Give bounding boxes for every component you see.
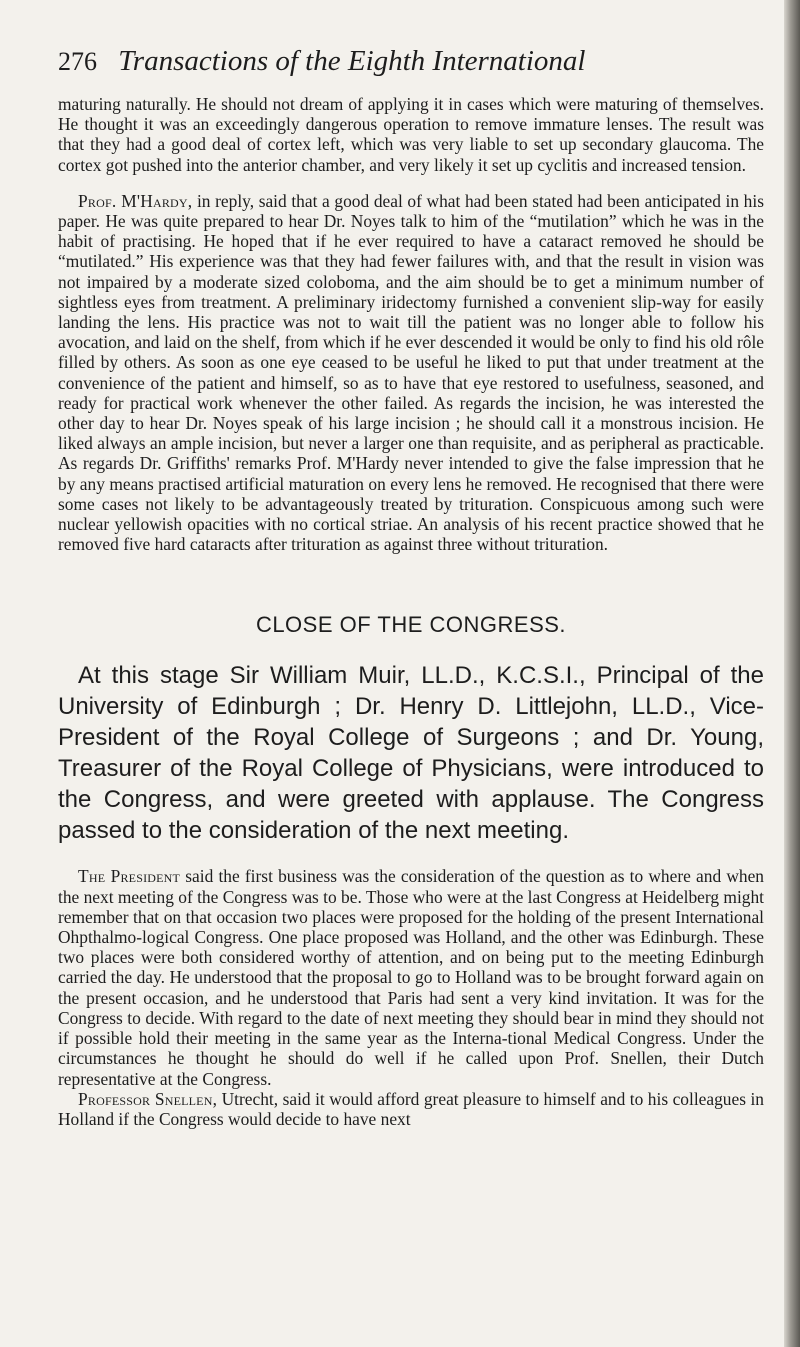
page-body [58,94,764,1129]
running-head [58,44,758,79]
paragraph-text: said the first business was the consideration of the question as to where and when the next meeting of the Congress was to be. Those who were at the last Congress at Heidelberg might remember that on that occasion two places were proposed for the holding of the present International Ohpthalmo-logical Congress. One place proposed was Holland, and the other was Edinburgh. These two places were both considered worthy of attention, and on being put to the meeting Edinburgh carried the day. He understood that the proposal to go to Holland was to be brought forward again on the present occasion, and he understood that Paris had sent a very kind invitation. It was for the Congress to decide. With regard to the date of next meeting they should bear in mind they should not if possible hold their meeting in the same year as the Interna-tional Medical Congress. Under the circumstances he thought he should do well if he called upon Prof. Snellen, their Dutch representative at the Congress. [58,866,764,1089]
speaker-name: Prof. M'Hardy, [78,190,193,211]
paragraph-snellen [58,1089,764,1129]
page-edge-shadow [784,0,800,1347]
spacer [58,175,764,191]
speaker-name: The President [78,866,181,887]
paragraph-continued: maturing naturally. He should not dream of applying it in cases which were maturing of themselves. He thought it was an exceedingly dangerous operation to remove immature lenses. The result was that they had a good deal of cortex left, which was very liable to set up secondary glaucoma. The cortex got pushed into the anterior chamber, and very likely it set up cyclitis and increased tension. [58,94,764,175]
paragraph-close-of-congress: At this stage Sir William Muir, LL.D., K.C.S.I., Principal of the University of Edinburgh ; Dr. Henry D. Littlejohn, LL.D., Vice-President of the Royal College of Surgeons ; and Dr. Young, Treasurer of the Royal College of Physicians, were introduced to the Congress, and were greeted with applause. The Congress passed to the consideration of the next meeting. [58,662,764,845]
paragraph-text: Utrecht, said it would afford great pleasure to himself and to his colleagues in Holland if the Congress would decide to have next [58,1088,764,1129]
paragraph-mhardy-reply [58,191,764,555]
paragraph-text: in reply, said that a good deal of what had been stated had been anticipated in his paper. He was quite prepared to hear Dr. Noyes talk to him of the “mutilation” which he was in the habit of practising. He hoped that if he ever required to have a cataract removed he should be “mutilated.” His experience was that they had fewer failures with, and that the result in vision was not impaired by a moderate sized coloboma, and the aim should be to get a minimum number of sightless eyes from treatment. A preliminary iridectomy furnished a convenient slip-way for easily landing the lens. His practice was not to wait till the patient was no longer able to follow his avocation, and laid on the shelf, from which if he ever descended it would be only to find his old rôle filled by others. As soon as one eye ceased to be useful he liked to put that under treatment at the convenience of the patient and himself, so as to have that eye restored to usefulness, seasoned, and ready for practical work whenever the other failed. As regards the incision, he was interested the other day to hear Dr. Noyes speak of his large incision ; he should call it a monstrous incision. He liked always an ample incision, but never a larger one than requisite, and as peripheral as practicable. As regards Dr. Griffiths' remarks Prof. M'Hardy never intended to give the false impression that he by any means practised artificial maturation on every lens he removed. He recognised that there were some cases not likely to be advantageously treated by trituration. Conspicuous among such were nuclear yellowish opacities with no cortical striae. An analysis of his recent practice showed that he removed five hard cataracts after trituration as against three without trituration. [58,190,764,555]
spacer [58,846,764,866]
running-title: Transactions of the Eighth International [118,45,586,77]
section-heading: CLOSE OF THE CONGRESS. [255,612,567,638]
paragraph-president [58,866,764,1088]
speaker-name: Professor Snellen, [78,1088,218,1109]
page-number: 276 [58,47,97,76]
